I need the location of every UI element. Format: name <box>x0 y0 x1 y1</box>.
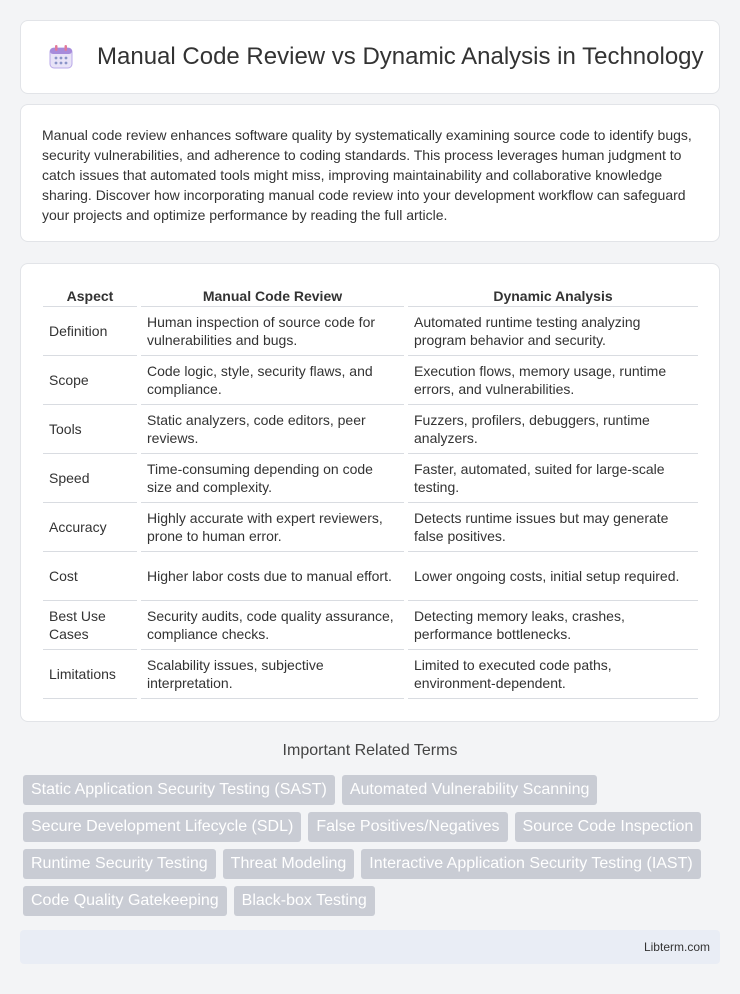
intro-card <box>20 104 720 242</box>
header-dynamic-analysis: Dynamic Analysis <box>408 284 698 307</box>
comparison-table <box>39 284 702 699</box>
row-manual: Scalability issues, subjective interpretation. <box>141 650 404 699</box>
term-tag[interactable]: False Positives/Negatives <box>308 812 507 842</box>
table-row <box>43 454 698 503</box>
row-dynamic: Detecting memory leaks, crashes, performance bottlenecks. <box>408 601 698 650</box>
term-tag[interactable]: Secure Development Lifecycle (SDL) <box>23 812 301 842</box>
term-tag[interactable]: Interactive Application Security Testing (IAST) <box>361 849 700 879</box>
page-title: Manual Code Review vs Dynamic Analysis in Technology <box>97 43 704 70</box>
term-tag[interactable]: Source Code Inspection <box>515 812 702 842</box>
row-manual: Higher labor costs due to manual effort. <box>141 552 404 601</box>
table-row <box>43 405 698 454</box>
table-row <box>43 307 698 356</box>
calendar-icon <box>47 43 75 71</box>
row-dynamic: Execution flows, memory usage, runtime errors, and vulnerabilities. <box>408 356 698 405</box>
row-aspect: Accuracy <box>43 503 137 552</box>
table-row <box>43 552 698 601</box>
header-aspect: Aspect <box>43 284 137 307</box>
row-dynamic: Limited to executed code paths, environment-dependent. <box>408 650 698 699</box>
term-tag[interactable]: Threat Modeling <box>223 849 355 879</box>
header-manual-code-review: Manual Code Review <box>141 284 404 307</box>
footer <box>20 930 720 964</box>
row-aspect: Speed <box>43 454 137 503</box>
row-aspect: Tools <box>43 405 137 454</box>
intro-paragraph: Manual code review enhances software quality by systematically examining source code to identify bugs, security vulnerabilities, and adherence to coding standards. This process leverages human judgment to catch issues that automated tools might miss, improving maintainability and collaborative knowledge sharing. Discover how incorporating manual code review into your development workflow can safeguard your projects and optimize performance by reading the full article. <box>42 127 692 223</box>
title-card <box>20 20 720 94</box>
row-dynamic: Faster, automated, suited for large-scale testing. <box>408 454 698 503</box>
related-terms-title: Important Related Terms <box>282 742 458 759</box>
row-manual: Code logic, style, security flaws, and compliance. <box>141 356 404 405</box>
row-dynamic: Lower ongoing costs, initial setup required. <box>408 552 698 601</box>
row-aspect: Limitations <box>43 650 137 699</box>
related-terms-list <box>23 775 723 923</box>
table-row <box>43 503 698 552</box>
row-aspect: Best Use Cases <box>43 601 137 650</box>
comparison-table-card <box>20 263 720 722</box>
term-tag[interactable]: Code Quality Gatekeeping <box>23 886 227 916</box>
row-manual: Time-consuming depending on code size and complexity. <box>141 454 404 503</box>
footer-site-link[interactable]: Libterm.com <box>643 940 710 954</box>
row-manual: Human inspection of source code for vulnerabilities and bugs. <box>141 307 404 356</box>
row-dynamic: Fuzzers, profilers, debuggers, runtime analyzers. <box>408 405 698 454</box>
term-tag[interactable]: Black-box Testing <box>234 886 375 916</box>
row-dynamic: Detects runtime issues but may generate false positives. <box>408 503 698 552</box>
table-row <box>43 601 698 650</box>
row-aspect: Scope <box>43 356 137 405</box>
table-header-row <box>43 284 698 307</box>
row-dynamic: Automated runtime testing analyzing program behavior and security. <box>408 307 698 356</box>
term-tag[interactable]: Automated Vulnerability Scanning <box>342 775 598 805</box>
term-tag[interactable]: Runtime Security Testing <box>23 849 216 879</box>
term-tag[interactable]: Static Application Security Testing (SAST) <box>23 775 335 805</box>
row-manual: Static analyzers, code editors, peer reviews. <box>141 405 404 454</box>
row-aspect: Definition <box>43 307 137 356</box>
row-manual: Highly accurate with expert reviewers, prone to human error. <box>141 503 404 552</box>
table-row <box>43 356 698 405</box>
row-aspect: Cost <box>43 552 137 601</box>
row-manual: Security audits, code quality assurance, compliance checks. <box>141 601 404 650</box>
table-row <box>43 650 698 699</box>
